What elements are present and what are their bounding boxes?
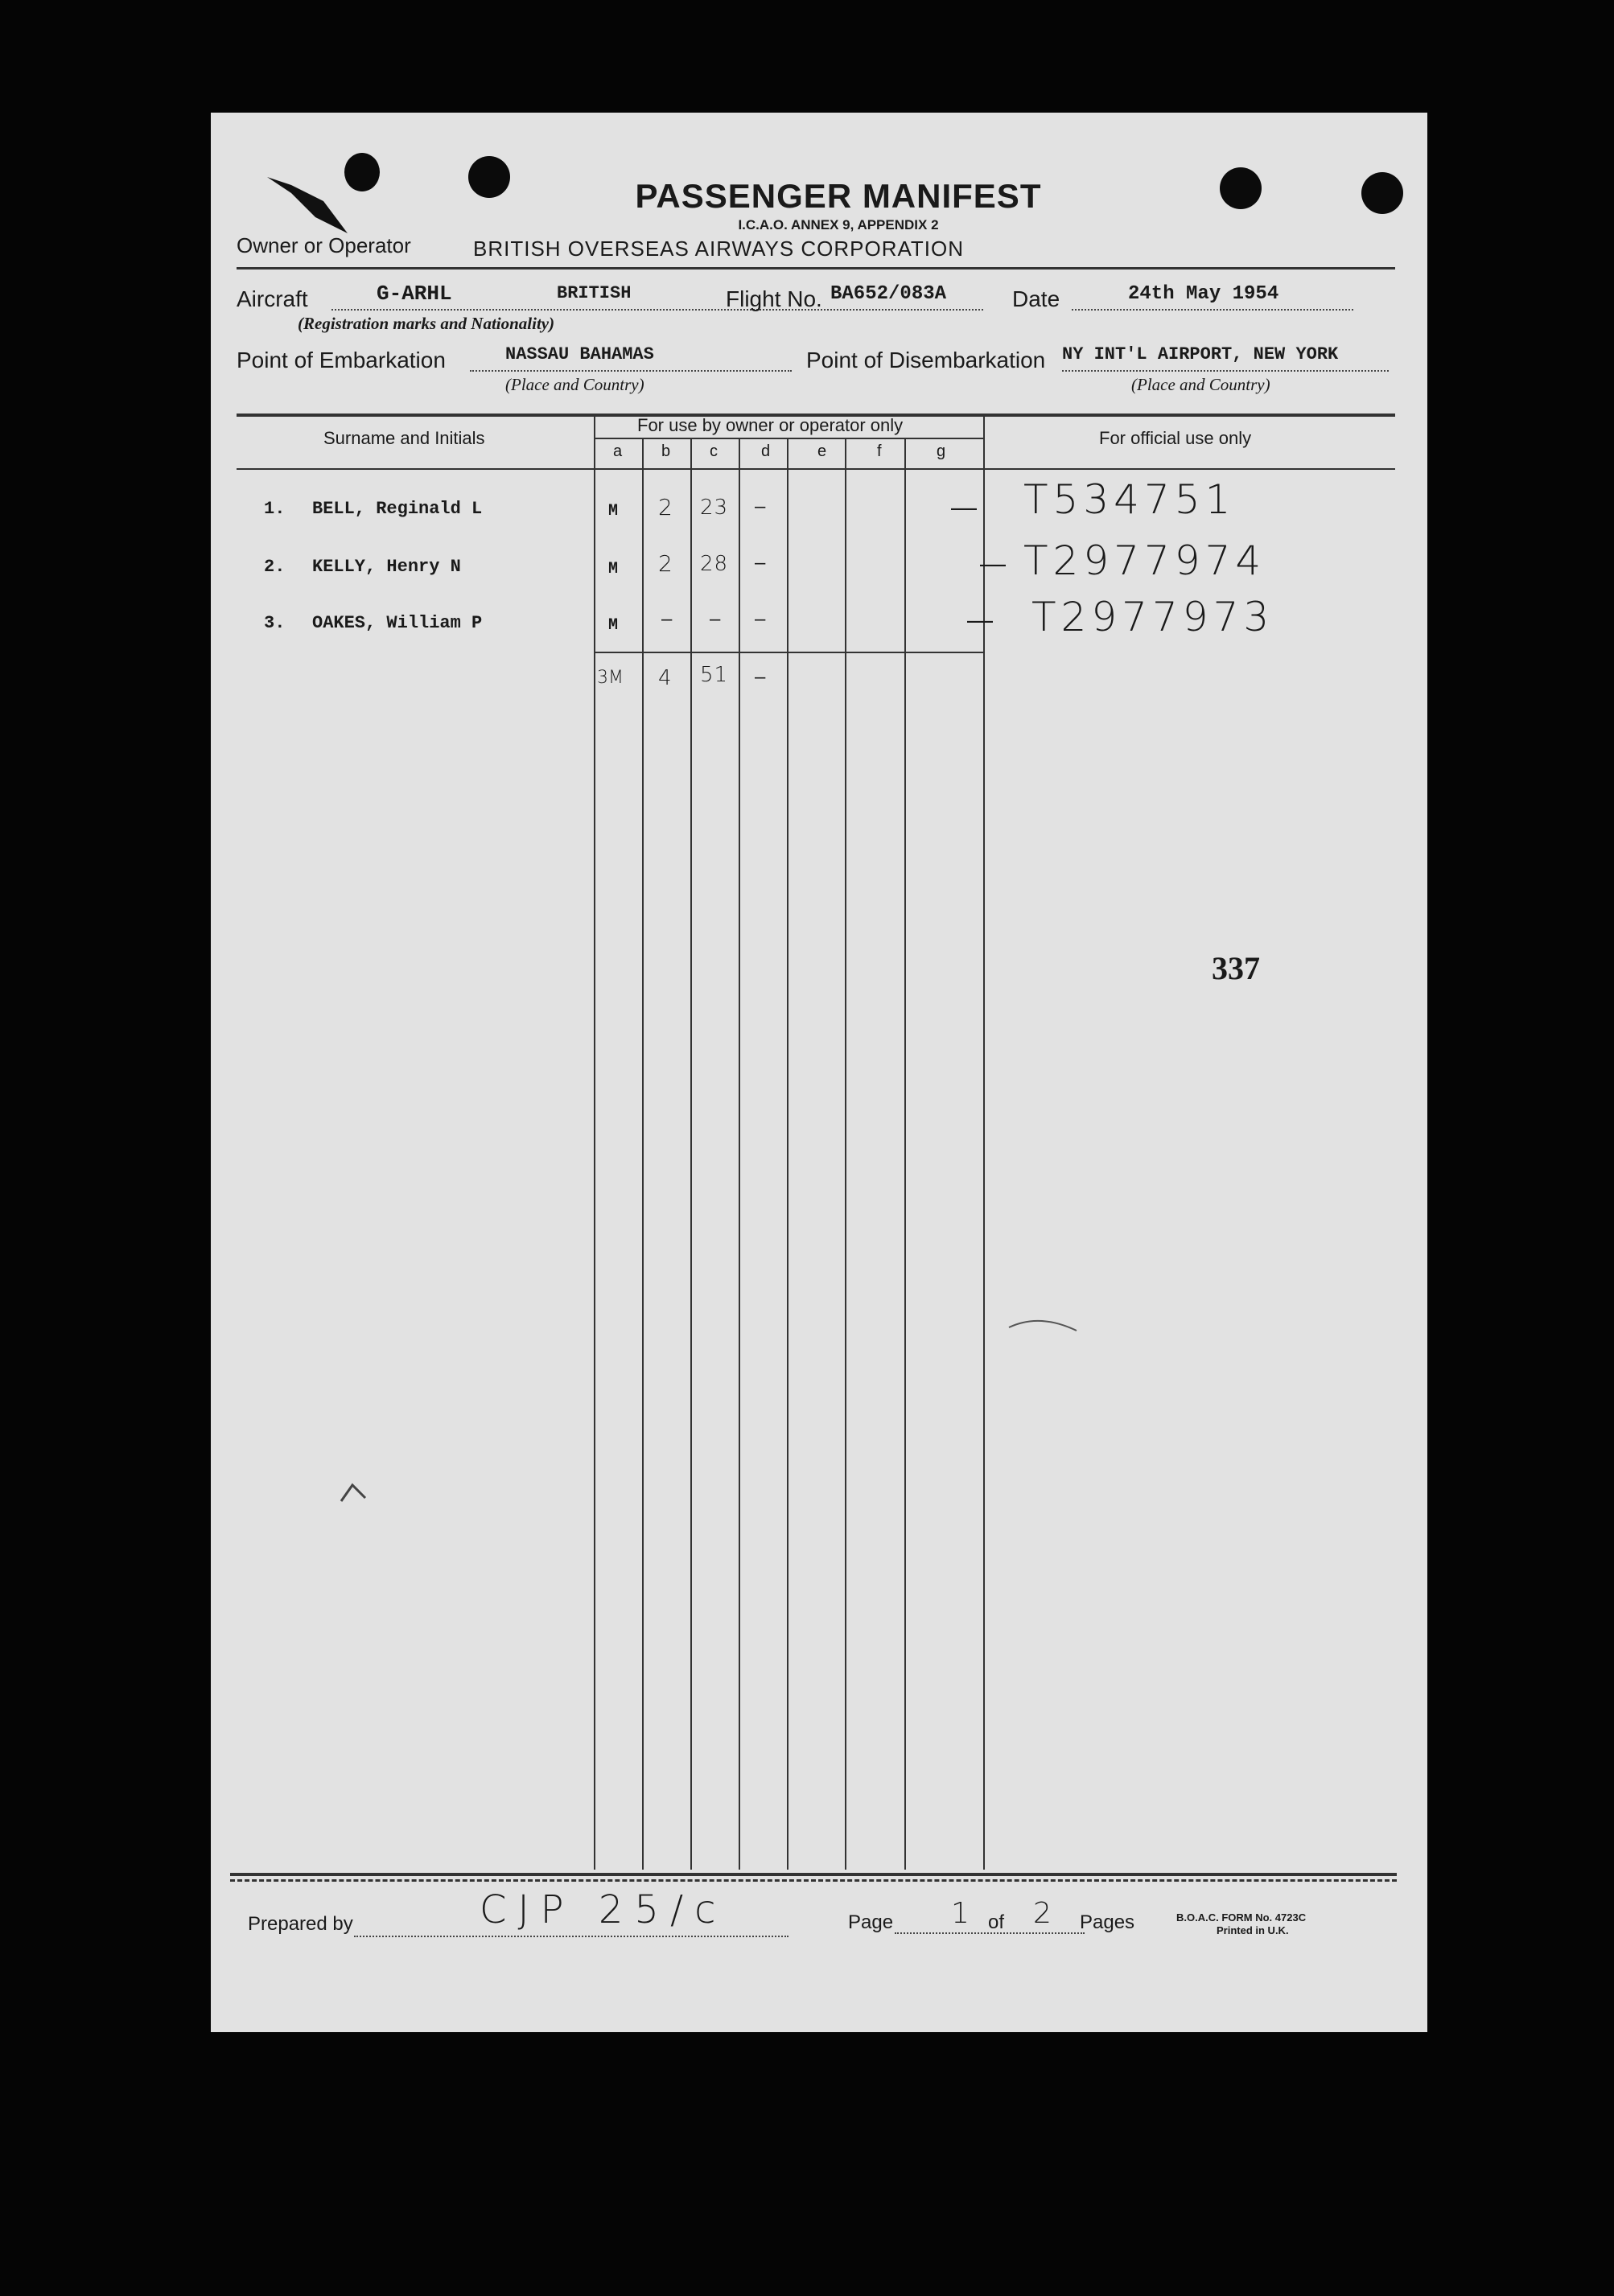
column-letter: g	[937, 442, 946, 460]
manifest-sheet	[211, 113, 1427, 2032]
punch-hole	[1220, 167, 1262, 209]
embarkation-caption: (Place and Country)	[505, 375, 644, 394]
row-number: 3.	[264, 613, 286, 633]
owner-value: BRITISH OVERSEAS AIRWAYS CORPORATION	[473, 237, 965, 261]
passenger-name: KELLY, Henry N	[312, 557, 461, 577]
page-label: Page	[848, 1911, 894, 1933]
column-letter: a	[613, 442, 623, 460]
cell-b: –	[661, 608, 673, 630]
punch-hole	[1361, 172, 1403, 214]
column-letter: d	[761, 442, 771, 460]
page-subtitle: I.C.A.O. ANNEX 9, APPENDIX 2	[738, 217, 939, 232]
row-number: 1.	[264, 499, 286, 519]
page-title: PASSENGER MANIFEST	[635, 177, 1042, 215]
disembarkation-value: NY INT'L AIRPORT, NEW YORK	[1062, 344, 1339, 364]
date-label: Date	[1012, 286, 1060, 311]
punch-hole	[468, 156, 510, 198]
official-dash: —	[967, 605, 993, 634]
cell-c: –	[710, 608, 721, 630]
aircraft-nationality: BRITISH	[557, 283, 632, 303]
passenger-name: BELL, Reginald L	[312, 499, 483, 519]
stray-mark	[1007, 1311, 1080, 1335]
column-letter: c	[710, 442, 718, 460]
flight-number: BA652/083A	[830, 283, 947, 305]
form-number: B.O.A.C. FORM No. 4723C	[1176, 1911, 1307, 1924]
page-number: 1	[951, 1897, 974, 1930]
flight-label: Flight No.	[726, 286, 822, 311]
row-number: 2.	[264, 557, 286, 577]
pages-label: Pages	[1080, 1911, 1135, 1933]
surname-header: Surname and Initials	[323, 428, 485, 448]
printed-in: Printed in U.K.	[1217, 1924, 1289, 1936]
owner-use-header: For use by owner or operator only	[637, 415, 904, 435]
caret-mark	[338, 1480, 370, 1504]
cell-a: M	[608, 502, 619, 521]
embarkation-value: NASSAU BAHAMAS	[505, 344, 654, 364]
passenger-name: OAKES, William P	[312, 613, 483, 633]
cell-d: –	[755, 608, 766, 630]
total-d: –	[755, 666, 766, 688]
cell-d: –	[755, 496, 766, 517]
aircraft-label: Aircraft	[237, 286, 308, 311]
official-header: For official use only	[1099, 428, 1252, 448]
column-letter: b	[661, 442, 671, 460]
column-letter: e	[817, 442, 827, 460]
cell-c: 23	[700, 496, 729, 520]
date-value: 24th May 1954	[1128, 283, 1279, 305]
cell-c: 28	[700, 552, 729, 576]
total-pages: 2	[1033, 1897, 1056, 1930]
total-c: 51	[700, 663, 729, 687]
prepared-by-signature: CJP 25/c	[480, 1887, 727, 1932]
owner-label: Owner or Operator	[237, 233, 411, 257]
passport-number: T2977974	[1023, 537, 1266, 584]
cell-a: M	[608, 616, 619, 635]
of-label: of	[988, 1911, 1005, 1933]
cell-d: –	[755, 552, 766, 574]
table-divider	[594, 415, 595, 1870]
cell-a: M	[608, 560, 619, 578]
stamp-number: 337	[1212, 950, 1260, 986]
total-a: 3M	[597, 668, 624, 688]
official-dash: —	[980, 549, 1006, 578]
official-dash: —	[951, 492, 977, 521]
aircraft-registration: G-ARHL	[377, 282, 452, 306]
cell-b: 2	[658, 494, 677, 521]
column-letter: f	[877, 442, 882, 460]
cell-b: 2	[658, 550, 677, 577]
disembarkation-caption: (Place and Country)	[1131, 375, 1270, 394]
embarkation-label: Point of Embarkation	[237, 348, 446, 372]
passport-number: T534751	[1023, 476, 1236, 523]
aircraft-caption: (Registration marks and Nationality)	[298, 314, 555, 333]
passport-number: T2977973	[1031, 594, 1274, 640]
total-b: 4	[658, 666, 677, 690]
prepared-by-label: Prepared by	[248, 1913, 353, 1935]
disembarkation-label: Point of Disembarkation	[806, 348, 1046, 372]
